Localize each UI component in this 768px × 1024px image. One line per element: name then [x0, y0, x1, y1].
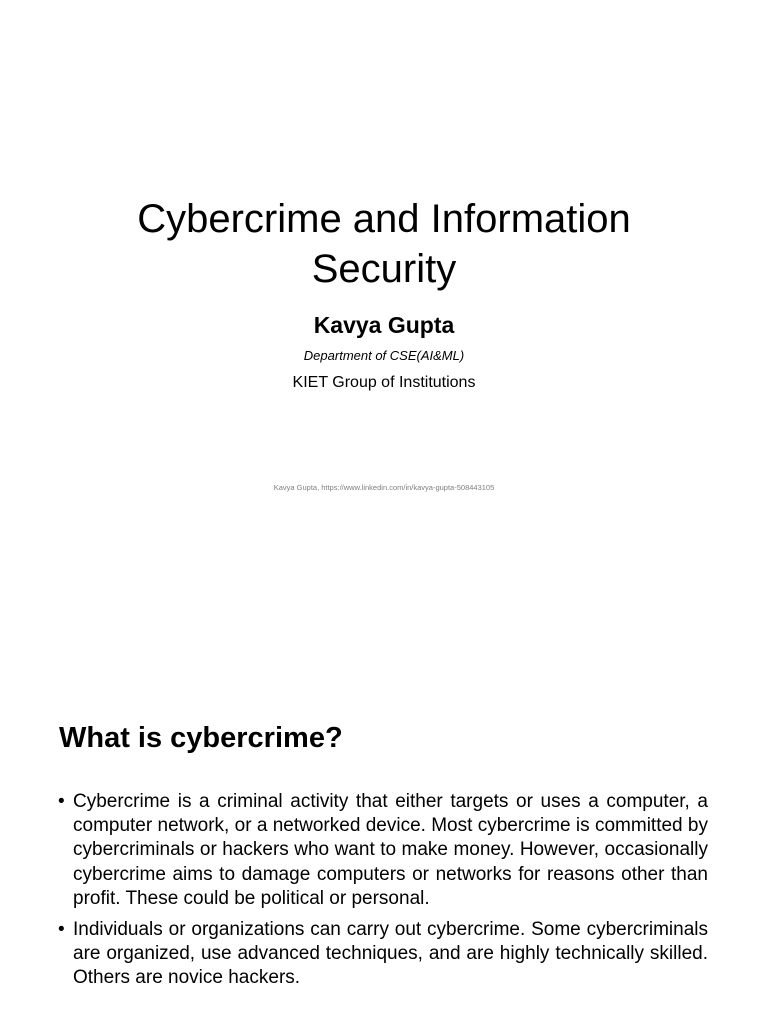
bullet-dot-icon: •: [58, 919, 65, 941]
bullet-dot-icon: •: [58, 791, 65, 812]
content-slide: [0, 680, 768, 1024]
bullet-item: [58, 918, 708, 991]
institution-text: KIET Group of Institutions: [292, 374, 476, 391]
author-name: Kavya Gupta: [313, 312, 455, 338]
department-text: Department of CSE(AI&ML): [303, 348, 465, 363]
presentation-title: Cybercrime and Information Security: [137, 197, 631, 291]
bullet-item: [58, 790, 708, 911]
slide-footer-link[interactable]: Kavya Gupta, https://www.linkedin.com/in/kavya-gupta-508443105: [273, 483, 495, 492]
bullet-text: Cybercrime is a criminal activity that either targets or uses a computer, a computer network, or a networked device. Most cybercrime is committed by cybercriminals or hackers who want to make money. However, occasionally cybercrime aims to damage computers or networks for reasons other than profit. These could be political or personal.: [73, 791, 708, 909]
bullet-list: [58, 790, 708, 998]
slide-heading: What is cybercrime?: [59, 722, 343, 754]
bullet-text: Individuals or organizations can carry out cybercrime. Some cybercriminals are organized, use advanced techniques, and are highly technically skilled. Others are novice hackers.: [73, 919, 708, 989]
